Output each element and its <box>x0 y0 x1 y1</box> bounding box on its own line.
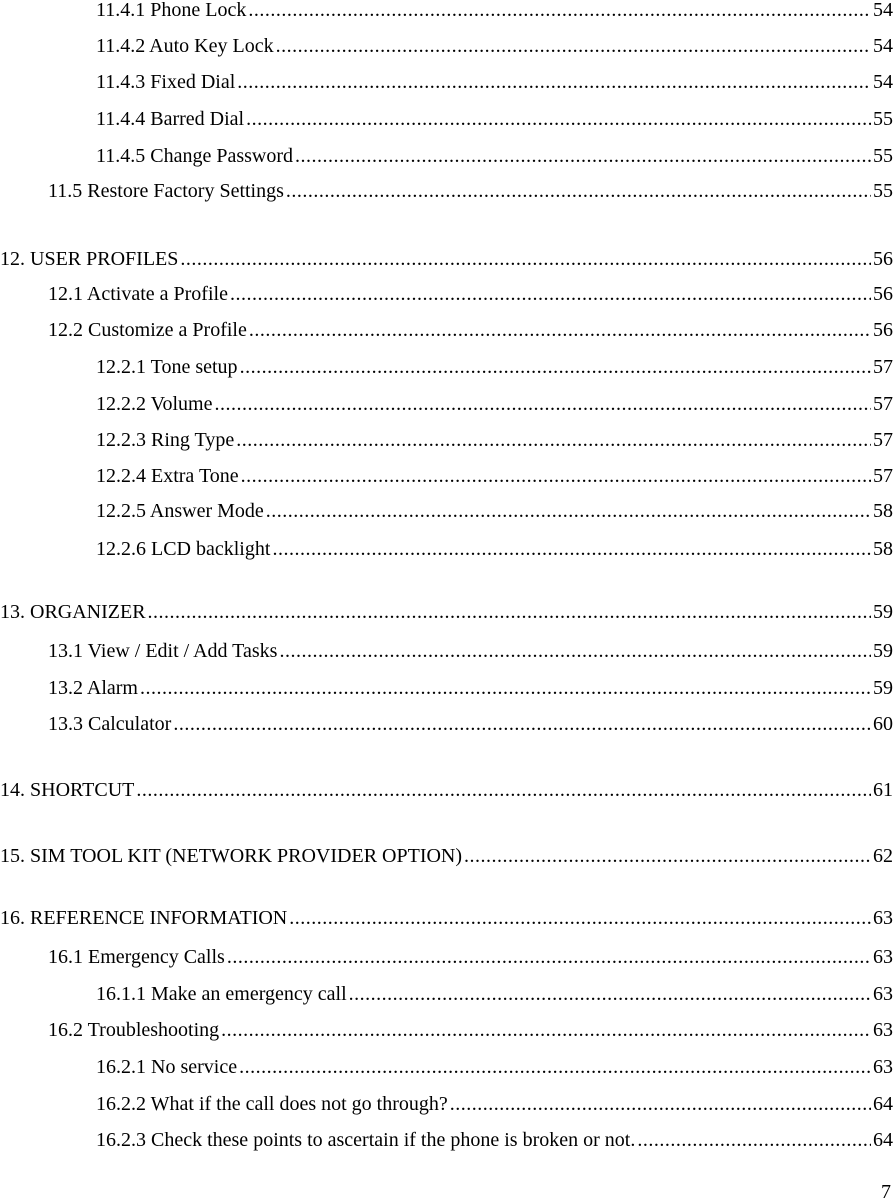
toc-entry-title: 16.2 Troubleshooting <box>48 1019 220 1041</box>
toc-entry-page: 64 <box>873 1093 893 1115</box>
toc-entry[interactable] <box>96 142 893 170</box>
toc-entry-page: 58 <box>873 500 893 522</box>
toc-entry-page: 57 <box>873 356 893 378</box>
toc-entry-title: 12.2.1 Tone setup <box>96 356 238 378</box>
toc-entry[interactable] <box>0 776 893 804</box>
toc-entry[interactable] <box>96 390 893 418</box>
dot-leader <box>464 842 871 870</box>
dot-leader <box>450 1090 871 1118</box>
toc-entry[interactable] <box>48 674 893 702</box>
dot-leader <box>227 943 871 971</box>
toc-entry-title: 12.1 Activate a Profile <box>48 283 228 305</box>
toc-entry-title: 11.4.3 Fixed Dial <box>96 71 236 93</box>
toc-entry-title: 11.4.4 Barred Dial <box>96 108 245 130</box>
toc-entry-title: 12.2.5 Answer Mode <box>96 500 264 522</box>
toc-entry[interactable] <box>48 710 893 738</box>
toc-entry-page: 59 <box>873 601 893 623</box>
dot-leader <box>180 245 871 273</box>
toc-entry[interactable] <box>96 105 893 133</box>
toc-entry[interactable] <box>96 497 893 525</box>
toc-entry-page: 61 <box>873 779 893 801</box>
toc-entry[interactable] <box>96 1053 893 1081</box>
dot-leader <box>140 674 871 702</box>
toc-entry[interactable] <box>0 245 893 273</box>
dot-leader <box>136 776 871 804</box>
toc-entry[interactable] <box>48 177 893 205</box>
toc-entry-title: 12. USER PROFILES <box>0 248 179 270</box>
toc-entry[interactable] <box>48 316 893 344</box>
toc-entry[interactable] <box>96 32 893 60</box>
toc-entry-page: 54 <box>873 71 893 93</box>
toc-entry[interactable] <box>0 904 893 932</box>
toc-entry-page: 56 <box>873 283 893 305</box>
dot-leader <box>276 32 871 60</box>
dot-leader <box>148 598 871 626</box>
dot-leader <box>249 316 871 344</box>
toc-entry-title: 12.2.4 Extra Tone <box>96 465 239 487</box>
dot-leader <box>295 142 871 170</box>
dot-leader <box>237 68 871 96</box>
toc-entry-page: 56 <box>873 248 893 270</box>
toc-entry-page: 55 <box>873 180 893 202</box>
toc-entry-title: 11.5 Restore Factory Settings <box>48 180 284 202</box>
toc-entry[interactable] <box>96 426 893 454</box>
toc-entry-page: 58 <box>873 538 893 560</box>
toc-entry-page: 63 <box>873 907 893 929</box>
dot-leader <box>230 280 871 308</box>
dot-leader <box>173 710 871 738</box>
dot-leader <box>272 535 871 563</box>
toc-entry-title: 13.3 Calculator <box>48 713 172 735</box>
page-number: 7 <box>881 1181 891 1203</box>
toc-entry-title: 11.4.5 Change Password <box>96 145 294 167</box>
dot-leader <box>248 0 871 24</box>
toc-entry[interactable] <box>96 1126 893 1154</box>
toc-entry-page: 62 <box>873 845 893 867</box>
toc-entry-title: 16.1.1 Make an emergency call <box>96 983 347 1005</box>
dot-leader <box>240 353 871 381</box>
toc-entry[interactable] <box>96 980 893 1008</box>
toc-entry[interactable] <box>96 353 893 381</box>
toc-entry-title: 12.2.6 LCD backlight <box>96 538 271 560</box>
toc-entry-page: 56 <box>873 319 893 341</box>
toc-entry-title: 14. SHORTCUT <box>0 779 135 801</box>
toc-entry-page: 54 <box>873 0 893 21</box>
toc-entry-page: 59 <box>873 677 893 699</box>
toc-entry-page: 57 <box>873 465 893 487</box>
toc-entry[interactable] <box>96 462 893 490</box>
toc-entry[interactable] <box>48 1016 893 1044</box>
dot-leader <box>279 637 871 665</box>
toc-entry-page: 57 <box>873 429 893 451</box>
toc-entry[interactable] <box>96 1090 893 1118</box>
toc-entry-title: 13.1 View / Edit / Add Tasks <box>48 640 278 662</box>
toc-entry[interactable] <box>96 68 893 96</box>
toc-entry-title: 16. REFERENCE INFORMATION <box>0 907 288 929</box>
toc-entry-page: 63 <box>873 1019 893 1041</box>
toc-entry-title: 16.2.3 Check these points to ascertain if the phone is broken or not. <box>96 1129 636 1151</box>
toc-entry-page: 63 <box>873 1056 893 1078</box>
toc-entry-title: 13.2 Alarm <box>48 677 138 699</box>
toc-entry[interactable] <box>96 535 893 563</box>
toc-entry[interactable] <box>0 598 893 626</box>
toc-entry-title: 12.2.2 Volume <box>96 393 213 415</box>
toc-entry-title: 12.2.3 Ring Type <box>96 429 235 451</box>
toc-entry-page: 57 <box>873 393 893 415</box>
dot-leader <box>236 426 871 454</box>
toc-entry[interactable] <box>48 637 893 665</box>
dot-leader <box>349 980 871 1008</box>
toc-entry-title: 15. SIM TOOL KIT (NETWORK PROVIDER OPTION) <box>0 845 463 867</box>
dot-leader <box>221 1016 871 1044</box>
toc-entry-page: 55 <box>873 108 893 130</box>
toc-entry-title: 16.2.1 No service <box>96 1056 238 1078</box>
toc-entry-page: 55 <box>873 145 893 167</box>
toc-entry-title: 11.4.1 Phone Lock <box>96 0 247 21</box>
dot-leader <box>286 177 871 205</box>
toc-entry-page: 54 <box>873 35 893 57</box>
dot-leader <box>239 1053 871 1081</box>
dot-leader <box>241 462 871 490</box>
dot-leader <box>266 497 871 525</box>
toc-entry-title: 11.4.2 Auto Key Lock <box>96 35 274 57</box>
toc-entry[interactable] <box>96 0 893 24</box>
toc-entry-page: 59 <box>873 640 893 662</box>
toc-entry-title: 16.2.2 What if the call does not go through? <box>96 1093 448 1115</box>
dot-leader <box>637 1126 871 1154</box>
toc-entry-title: 12.2 Customize a Profile <box>48 319 247 341</box>
dot-leader <box>215 390 872 418</box>
dot-leader <box>289 904 871 932</box>
toc-entry-page: 64 <box>873 1129 893 1151</box>
toc-entry[interactable] <box>48 280 893 308</box>
toc-entry-title: 13. ORGANIZER <box>0 601 146 623</box>
toc-entry[interactable] <box>0 842 893 870</box>
toc-entry-page: 60 <box>873 713 893 735</box>
toc-entry[interactable] <box>48 943 893 971</box>
toc-entry-page: 63 <box>873 946 893 968</box>
toc-entry-page: 63 <box>873 983 893 1005</box>
dot-leader <box>246 105 871 133</box>
toc-entry-title: 16.1 Emergency Calls <box>48 946 225 968</box>
